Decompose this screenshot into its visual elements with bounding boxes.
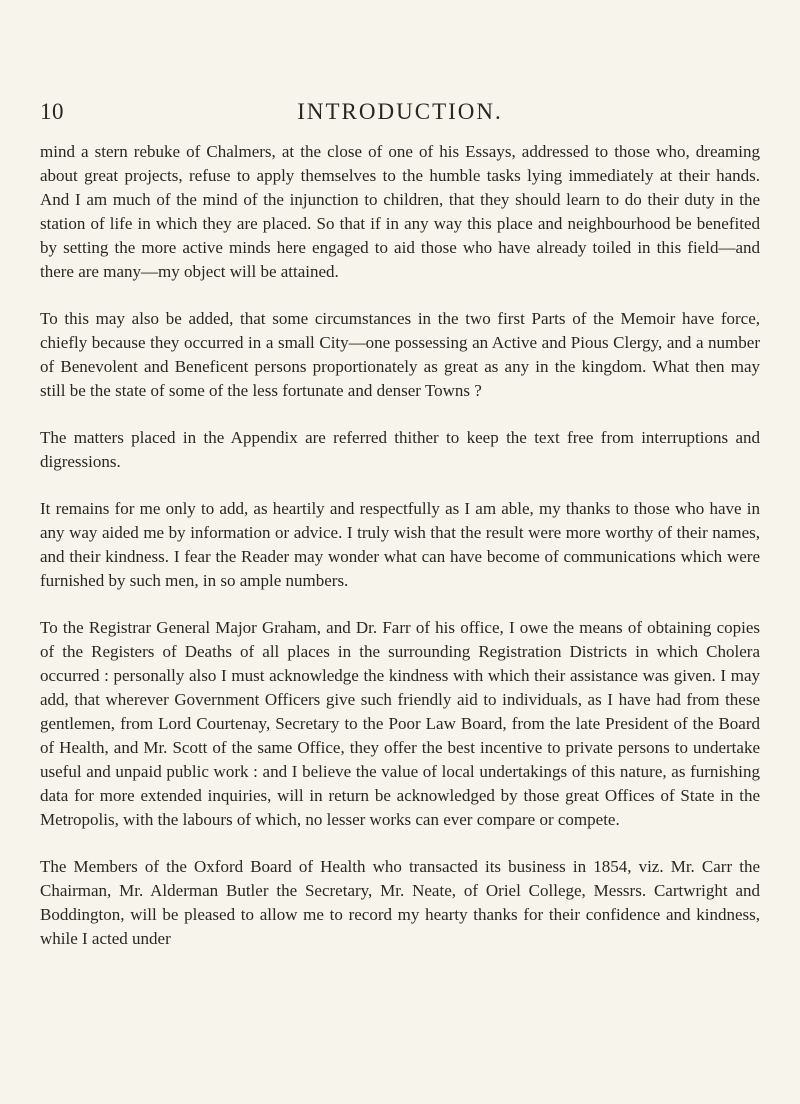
page-number: 10 <box>40 99 64 124</box>
paragraph: mind a stern rebuke of Chalmers, at the close of one of his Essays, addressed to those who, dreaming about great projects, refuse to apply themselves to the humble tasks lying immediately at their hands. And I am much of the mind of the injunction to children, that they should learn to do their duty in the station of life in which they are placed. So that if in any way this place and neighbourhood be benefited by setting the more active minds here engaged to aid those who have already toiled in this field—and there are many—my object will be attained. <box>40 142 760 281</box>
paragraph: It remains for me only to add, as heartily and respectfully as I am able, my thanks to those who have in any way aided me by information or advice. I truly wish that the result were more worthy of their names, and their kindness. I fear the Reader may wonder what can have become of communications which were furnished by such men, in so ample numbers. <box>40 499 760 590</box>
paragraph: The Members of the Oxford Board of Health who transacted its business in 1854, viz. Mr. Carr the Chairman, Mr. Alderman Butler the Secretary, Mr. Neate, of Oriel College, Messrs. Cartwright and Boddington, will be pleased to allow me to record my hearty thanks for their confidence and kindness, while I acted under <box>40 857 760 948</box>
running-title: INTRODUCTION. <box>297 99 503 124</box>
paragraph: To the Registrar General Major Graham, and Dr. Farr of his office, I owe the means of obtaining copies of the Registers of Deaths of all places in the surrounding Registration Districts in which Cholera occurred : personally also I must acknowledge the kindness with which their assistance was given. I may add, that wherever Government Officers give such friendly aid to individuals, as I have had from these gentlemen, from Lord Courtenay, Secretary to the Poor Law Board, from the late President of the Board of Health, and Mr. Scott of the same Office, they offer the best incentive to private persons to undertake useful and unpaid public work : and I believe the value of local undertakings of this nature, as furnishing data for more extended inquiries, will in return be acknowledged by those great Offices of State in the Metropolis, with the labours of which, no lesser works can ever compare or compete. <box>40 618 760 829</box>
body-text <box>40 140 760 974</box>
paragraph: To this may also be added, that some circumstances in the two first Parts of the Memoir have force, chiefly because they occurred in a small City—one possessing an Active and Pious Clergy, and a number of Benevolent and Beneficent persons proportionately as great as any in the kingdom. What then may still be the state of some of the less fortunate and denser Towns ? <box>40 309 760 400</box>
paragraph: The matters placed in the Appendix are referred thither to keep the text free from interruptions and digressions. <box>40 428 760 471</box>
